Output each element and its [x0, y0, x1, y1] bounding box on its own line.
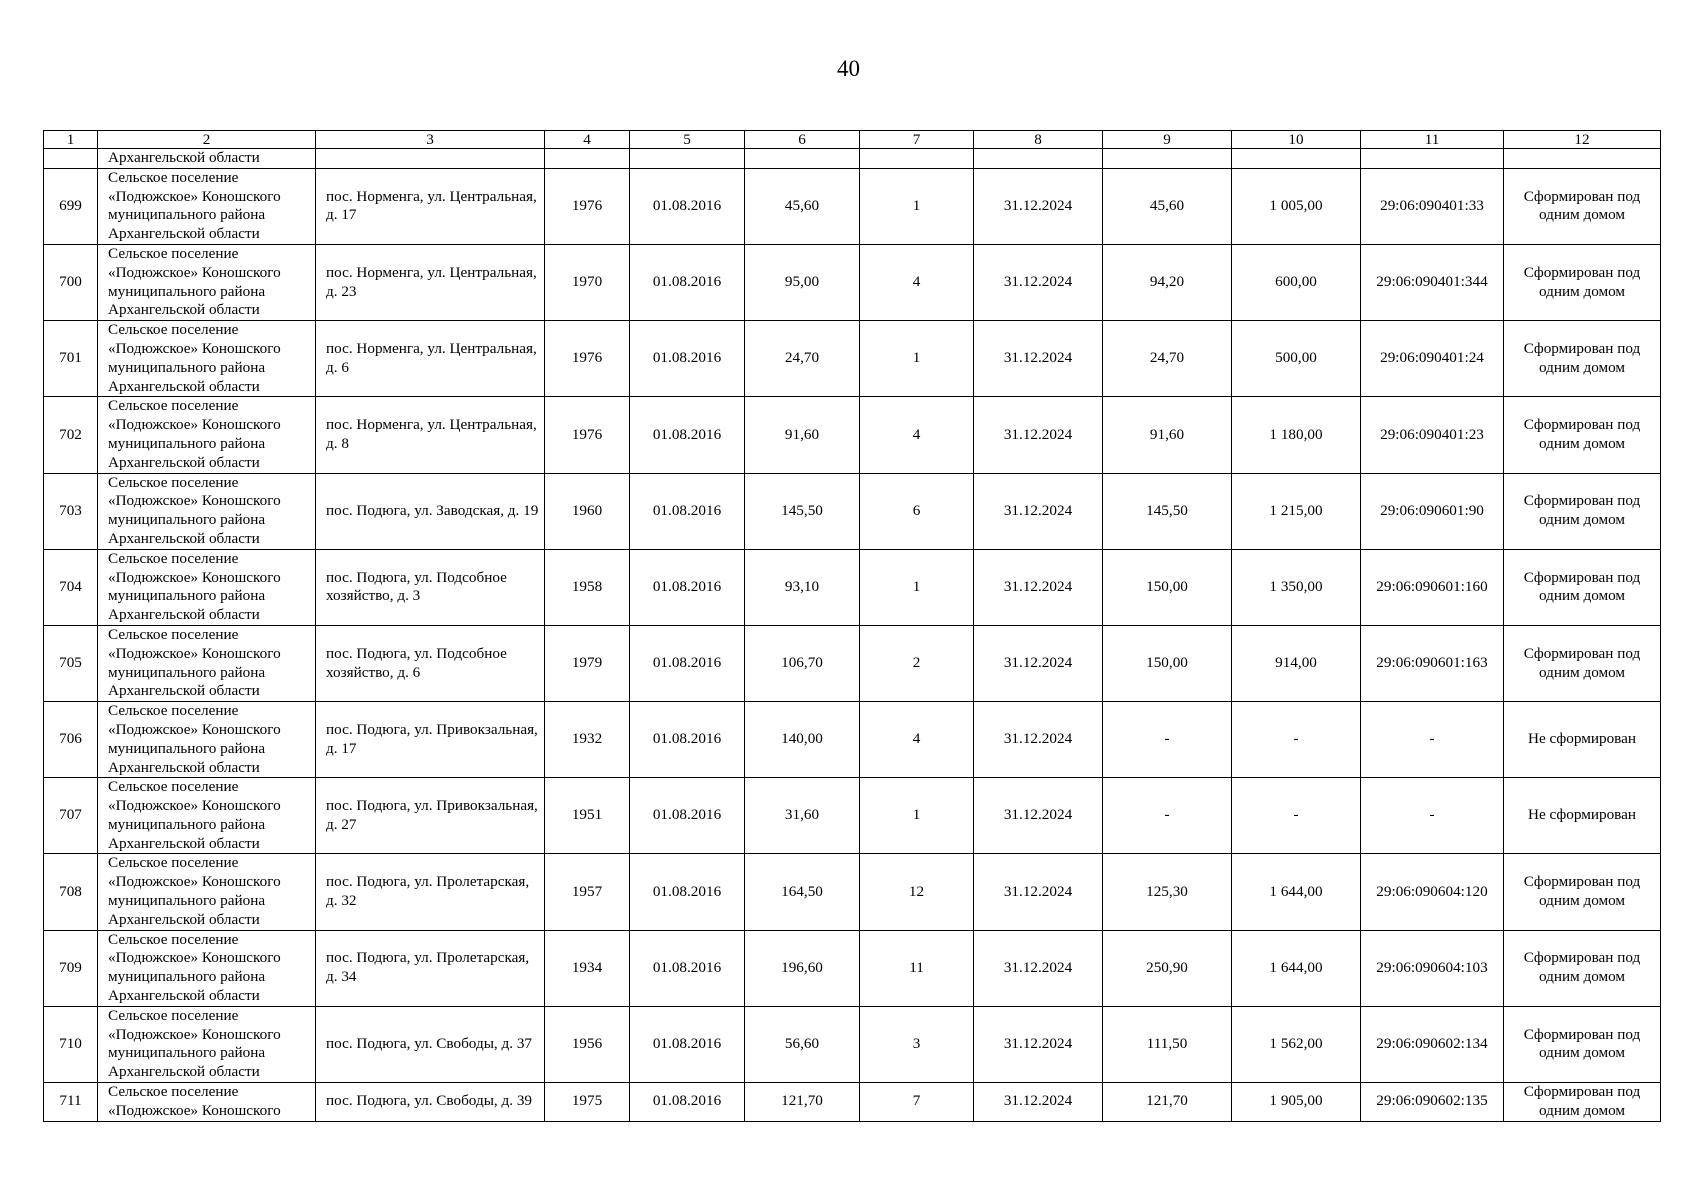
- page-number: 40: [837, 56, 860, 81]
- cadastral-number-cell: 29:06:090601:163: [1361, 625, 1504, 701]
- status-cell: Сформирован под одним домом: [1504, 1006, 1661, 1082]
- plot-area-cell: 1 644,00: [1232, 854, 1361, 930]
- table-row: [44, 625, 1661, 701]
- column-header: 12: [1504, 131, 1661, 149]
- row-number-cell: 704: [44, 549, 98, 625]
- year-cell: 1976: [545, 321, 630, 397]
- plot-area-cell: 1 005,00: [1232, 168, 1361, 244]
- planned-date-cell: 31.12.2024: [974, 397, 1103, 473]
- table-row: [44, 473, 1661, 549]
- address-cell: пос. Подюга, ул. Привокзальная, д. 27: [316, 778, 545, 854]
- planned-date-cell: 31.12.2024: [974, 549, 1103, 625]
- address-cell: пос. Подюга, ул. Привокзальная, д. 17: [316, 702, 545, 778]
- land-area-cell: 145,50: [1103, 473, 1232, 549]
- address-cell: пос. Подюга, ул. Свободы, д. 37: [316, 1006, 545, 1082]
- status-cell: Сформирован под одним домом: [1504, 1083, 1661, 1122]
- owner-cell: Сельское поселение «Подюжское» Коношского муниципального района Архангельской области: [98, 778, 316, 854]
- year-cell: 1960: [545, 473, 630, 549]
- table-cell: [44, 149, 98, 169]
- address-cell: пос. Подюга, ул. Пролетарская, д. 32: [316, 854, 545, 930]
- cadastral-number-cell: 29:06:090601:160: [1361, 549, 1504, 625]
- row-number-cell: 703: [44, 473, 98, 549]
- address-cell: пос. Подюга, ул. Подсобное хозяйство, д. 3: [316, 549, 545, 625]
- cadastral-number-cell: 29:06:090401:33: [1361, 168, 1504, 244]
- planned-date-cell: 31.12.2024: [974, 1083, 1103, 1122]
- row-number-cell: 705: [44, 625, 98, 701]
- residents-cell: 1: [860, 168, 974, 244]
- row-number-cell: 699: [44, 168, 98, 244]
- table-cell: [1504, 149, 1661, 169]
- cadastral-number-cell: 29:06:090604:103: [1361, 930, 1504, 1006]
- status-cell: Сформирован под одним домом: [1504, 397, 1661, 473]
- column-header: 2: [98, 131, 316, 149]
- row-number-cell: 709: [44, 930, 98, 1006]
- date-cell: 01.08.2016: [630, 930, 745, 1006]
- owner-cell: Сельское поселение «Подюжское» Коношского муниципального района Архангельской области: [98, 702, 316, 778]
- planned-date-cell: 31.12.2024: [974, 778, 1103, 854]
- cadastral-number-cell: -: [1361, 702, 1504, 778]
- status-cell: Сформирован под одним домом: [1504, 625, 1661, 701]
- status-cell: Сформирован под одним домом: [1504, 854, 1661, 930]
- year-cell: 1979: [545, 625, 630, 701]
- cadastral-number-cell: 29:06:090602:135: [1361, 1083, 1504, 1122]
- planned-date-cell: 31.12.2024: [974, 1006, 1103, 1082]
- plot-area-cell: 1 350,00: [1232, 549, 1361, 625]
- residents-cell: 1: [860, 549, 974, 625]
- residents-cell: 2: [860, 625, 974, 701]
- table-cell: [1361, 149, 1504, 169]
- residents-cell: 12: [860, 854, 974, 930]
- land-area-cell: 24,70: [1103, 321, 1232, 397]
- table-row: [44, 321, 1661, 397]
- address-cell: пос. Подюга, ул. Подсобное хозяйство, д. 6: [316, 625, 545, 701]
- housing-registry-table: [43, 130, 1661, 1122]
- plot-area-cell: 1 644,00: [1232, 930, 1361, 1006]
- table-row: [44, 930, 1661, 1006]
- cadastral-number-cell: 29:06:090604:120: [1361, 854, 1504, 930]
- residents-cell: 7: [860, 1083, 974, 1122]
- date-cell: 01.08.2016: [630, 1083, 745, 1122]
- address-cell: пос. Норменга, ул. Центральная, д. 8: [316, 397, 545, 473]
- plot-area-cell: 1 215,00: [1232, 473, 1361, 549]
- land-area-cell: 94,20: [1103, 244, 1232, 320]
- row-number-cell: 711: [44, 1083, 98, 1122]
- table-cell: [974, 149, 1103, 169]
- status-cell: Не сформирован: [1504, 778, 1661, 854]
- table-row: [44, 168, 1661, 244]
- owner-cell: Архангельской области: [98, 149, 316, 169]
- date-cell: 01.08.2016: [630, 1006, 745, 1082]
- plot-area-cell: -: [1232, 702, 1361, 778]
- row-number-cell: 707: [44, 778, 98, 854]
- residents-cell: 4: [860, 702, 974, 778]
- residents-cell: 4: [860, 244, 974, 320]
- address-cell: пос. Норменга, ул. Центральная, д. 6: [316, 321, 545, 397]
- area-cell: 140,00: [745, 702, 860, 778]
- year-cell: 1970: [545, 244, 630, 320]
- column-header: 7: [860, 131, 974, 149]
- year-cell: 1951: [545, 778, 630, 854]
- date-cell: 01.08.2016: [630, 854, 745, 930]
- cadastral-number-cell: 29:06:090401:344: [1361, 244, 1504, 320]
- column-header: 1: [44, 131, 98, 149]
- table-cell: [630, 149, 745, 169]
- land-area-cell: 45,60: [1103, 168, 1232, 244]
- date-cell: 01.08.2016: [630, 625, 745, 701]
- area-cell: 106,70: [745, 625, 860, 701]
- date-cell: 01.08.2016: [630, 168, 745, 244]
- year-cell: 1957: [545, 854, 630, 930]
- owner-cell: Сельское поселение «Подюжское» Коношского муниципального района Архангельской области: [98, 473, 316, 549]
- column-header: 6: [745, 131, 860, 149]
- row-number-cell: 710: [44, 1006, 98, 1082]
- cadastral-number-cell: 29:06:090401:23: [1361, 397, 1504, 473]
- owner-cell: Сельское поселение «Подюжское» Коношского муниципального района Архангельской области: [98, 549, 316, 625]
- continuation-row: [44, 149, 1661, 169]
- area-cell: 31,60: [745, 778, 860, 854]
- land-area-cell: -: [1103, 702, 1232, 778]
- column-header: 11: [1361, 131, 1504, 149]
- cadastral-number-cell: -: [1361, 778, 1504, 854]
- table-cell: [1232, 149, 1361, 169]
- year-cell: 1956: [545, 1006, 630, 1082]
- table-cell: [860, 149, 974, 169]
- year-cell: 1932: [545, 702, 630, 778]
- land-area-cell: 125,30: [1103, 854, 1232, 930]
- table-row: [44, 854, 1661, 930]
- plot-area-cell: 914,00: [1232, 625, 1361, 701]
- date-cell: 01.08.2016: [630, 549, 745, 625]
- row-number-cell: 701: [44, 321, 98, 397]
- land-area-cell: 150,00: [1103, 549, 1232, 625]
- owner-cell: Сельское поселение «Подюжское» Коношского муниципального района Архангельской области: [98, 168, 316, 244]
- owner-cell: Сельское поселение «Подюжское» Коношского: [98, 1083, 316, 1122]
- column-number-row: [44, 131, 1661, 149]
- area-cell: 121,70: [745, 1083, 860, 1122]
- column-header: 4: [545, 131, 630, 149]
- plot-area-cell: 600,00: [1232, 244, 1361, 320]
- status-cell: Сформирован под одним домом: [1504, 473, 1661, 549]
- table-cell: [316, 149, 545, 169]
- address-cell: пос. Подюга, ул. Пролетарская, д. 34: [316, 930, 545, 1006]
- year-cell: 1976: [545, 168, 630, 244]
- table-row: [44, 1083, 1661, 1122]
- table-row: [44, 244, 1661, 320]
- row-number-cell: 700: [44, 244, 98, 320]
- area-cell: 164,50: [745, 854, 860, 930]
- residents-cell: 6: [860, 473, 974, 549]
- column-header: 8: [974, 131, 1103, 149]
- area-cell: 24,70: [745, 321, 860, 397]
- residents-cell: 1: [860, 778, 974, 854]
- date-cell: 01.08.2016: [630, 397, 745, 473]
- area-cell: 95,00: [745, 244, 860, 320]
- planned-date-cell: 31.12.2024: [974, 625, 1103, 701]
- date-cell: 01.08.2016: [630, 778, 745, 854]
- column-header: 5: [630, 131, 745, 149]
- table-row: [44, 778, 1661, 854]
- row-number-cell: 706: [44, 702, 98, 778]
- address-cell: пос. Норменга, ул. Центральная, д. 23: [316, 244, 545, 320]
- status-cell: Сформирован под одним домом: [1504, 244, 1661, 320]
- table-cell: [745, 149, 860, 169]
- row-number-cell: 708: [44, 854, 98, 930]
- year-cell: 1975: [545, 1083, 630, 1122]
- area-cell: 56,60: [745, 1006, 860, 1082]
- date-cell: 01.08.2016: [630, 244, 745, 320]
- owner-cell: Сельское поселение «Подюжское» Коношского муниципального района Архангельской области: [98, 244, 316, 320]
- row-number-cell: 702: [44, 397, 98, 473]
- residents-cell: 11: [860, 930, 974, 1006]
- area-cell: 93,10: [745, 549, 860, 625]
- plot-area-cell: 1 562,00: [1232, 1006, 1361, 1082]
- status-cell: Сформирован под одним домом: [1504, 549, 1661, 625]
- area-cell: 45,60: [745, 168, 860, 244]
- plot-area-cell: 1 905,00: [1232, 1083, 1361, 1122]
- status-cell: Сформирован под одним домом: [1504, 930, 1661, 1006]
- column-header: 9: [1103, 131, 1232, 149]
- area-cell: 196,60: [745, 930, 860, 1006]
- owner-cell: Сельское поселение «Подюжское» Коношского муниципального района Архангельской области: [98, 397, 316, 473]
- residents-cell: 4: [860, 397, 974, 473]
- land-area-cell: 121,70: [1103, 1083, 1232, 1122]
- address-cell: пос. Подюга, ул. Заводская, д. 19: [316, 473, 545, 549]
- cadastral-number-cell: 29:06:090401:24: [1361, 321, 1504, 397]
- planned-date-cell: 31.12.2024: [974, 702, 1103, 778]
- table-row: [44, 549, 1661, 625]
- planned-date-cell: 31.12.2024: [974, 321, 1103, 397]
- owner-cell: Сельское поселение «Подюжское» Коношского муниципального района Архангельской области: [98, 1006, 316, 1082]
- residents-cell: 1: [860, 321, 974, 397]
- planned-date-cell: 31.12.2024: [974, 854, 1103, 930]
- table-row: [44, 397, 1661, 473]
- land-area-cell: -: [1103, 778, 1232, 854]
- column-header: 10: [1232, 131, 1361, 149]
- planned-date-cell: 31.12.2024: [974, 168, 1103, 244]
- land-area-cell: 250,90: [1103, 930, 1232, 1006]
- table-cell: [1103, 149, 1232, 169]
- year-cell: 1934: [545, 930, 630, 1006]
- address-cell: пос. Норменга, ул. Центральная, д. 17: [316, 168, 545, 244]
- cadastral-number-cell: 29:06:090601:90: [1361, 473, 1504, 549]
- date-cell: 01.08.2016: [630, 702, 745, 778]
- land-area-cell: 150,00: [1103, 625, 1232, 701]
- residents-cell: 3: [860, 1006, 974, 1082]
- year-cell: 1976: [545, 397, 630, 473]
- planned-date-cell: 31.12.2024: [974, 244, 1103, 320]
- table-row: [44, 702, 1661, 778]
- address-cell: пос. Подюга, ул. Свободы, д. 39: [316, 1083, 545, 1122]
- status-cell: Сформирован под одним домом: [1504, 321, 1661, 397]
- owner-cell: Сельское поселение «Подюжское» Коношского муниципального района Архангельской области: [98, 854, 316, 930]
- owner-cell: Сельское поселение «Подюжское» Коношского муниципального района Архангельской области: [98, 321, 316, 397]
- status-cell: Сформирован под одним домом: [1504, 168, 1661, 244]
- owner-cell: Сельское поселение «Подюжское» Коношского муниципального района Архангельской области: [98, 930, 316, 1006]
- planned-date-cell: 31.12.2024: [974, 930, 1103, 1006]
- area-cell: 145,50: [745, 473, 860, 549]
- column-header: 3: [316, 131, 545, 149]
- plot-area-cell: -: [1232, 778, 1361, 854]
- date-cell: 01.08.2016: [630, 321, 745, 397]
- table-cell: [545, 149, 630, 169]
- plot-area-cell: 500,00: [1232, 321, 1361, 397]
- planned-date-cell: 31.12.2024: [974, 473, 1103, 549]
- land-area-cell: 91,60: [1103, 397, 1232, 473]
- status-cell: Не сформирован: [1504, 702, 1661, 778]
- plot-area-cell: 1 180,00: [1232, 397, 1361, 473]
- owner-cell: Сельское поселение «Подюжское» Коношского муниципального района Архангельской области: [98, 625, 316, 701]
- table-row: [44, 1006, 1661, 1082]
- date-cell: 01.08.2016: [630, 473, 745, 549]
- land-area-cell: 111,50: [1103, 1006, 1232, 1082]
- cadastral-number-cell: 29:06:090602:134: [1361, 1006, 1504, 1082]
- area-cell: 91,60: [745, 397, 860, 473]
- year-cell: 1958: [545, 549, 630, 625]
